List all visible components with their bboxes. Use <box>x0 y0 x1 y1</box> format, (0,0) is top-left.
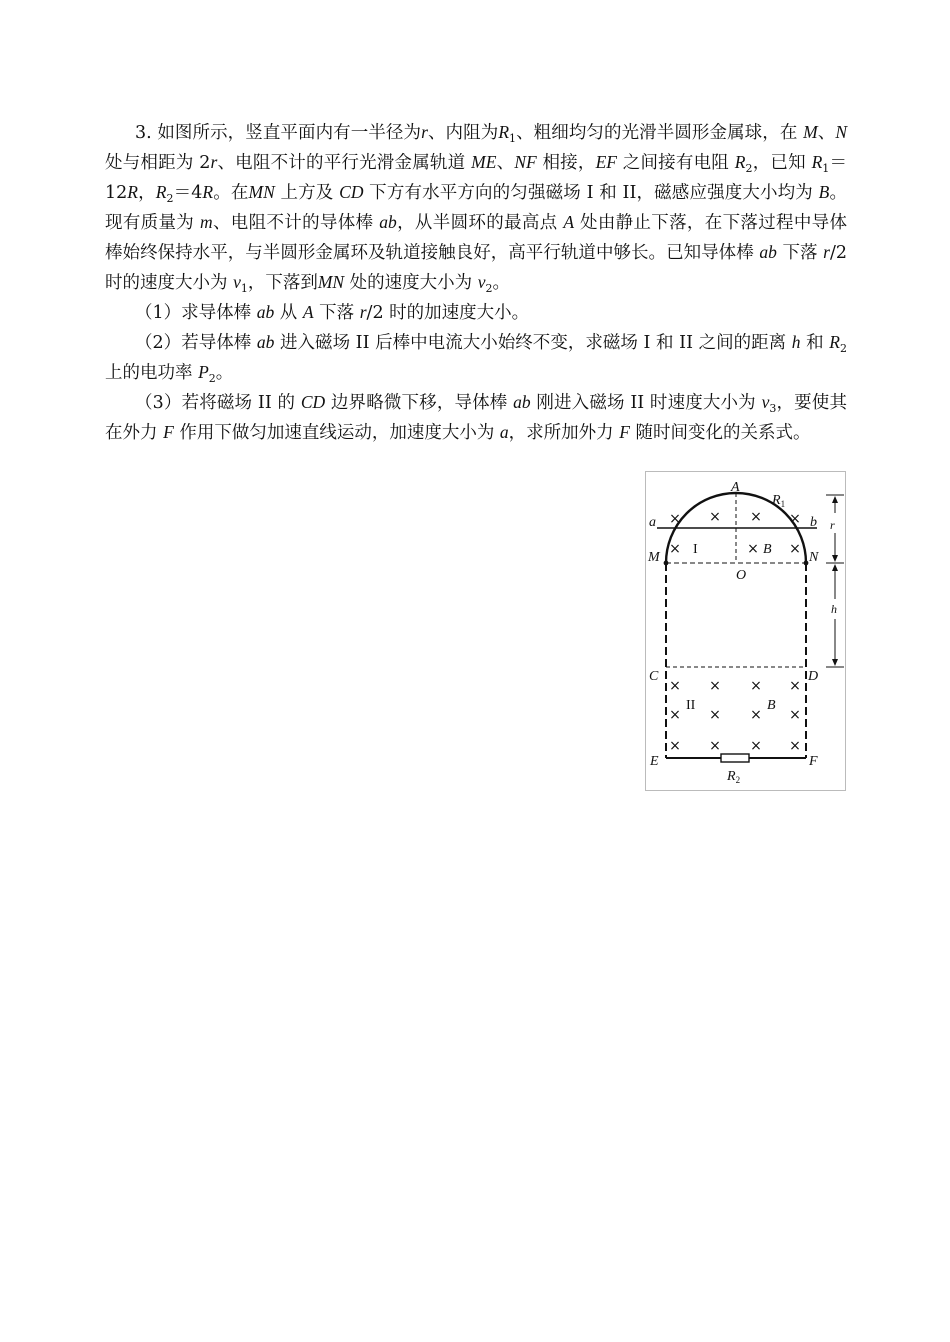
label-r2: $R_2$ <box>727 769 741 785</box>
label-m: M <box>648 550 660 565</box>
circuit-figure <box>645 471 846 791</box>
label-rod-b: b <box>810 515 817 530</box>
label-b-field1: B <box>763 542 772 557</box>
field1-cross: × <box>747 541 759 557</box>
dim-h-arrow-up <box>832 564 838 571</box>
label-r1: $R_1$ <box>772 493 786 509</box>
field2-cross: × <box>789 738 801 754</box>
dim-r-arrow-down <box>832 555 838 562</box>
field2-cross: × <box>709 678 721 694</box>
label-rod-a: a <box>649 515 656 530</box>
problem-text <box>105 118 847 448</box>
label-b-field2: B <box>767 698 776 713</box>
field1-cross: × <box>669 541 681 557</box>
label-r: r <box>830 518 835 532</box>
question-2: （2）若导体棒 ab 进入磁场 II 后棒中电流大小始终不变，求磁场 I 和 II 之间的距离 h 和 $R_2$ 上的电功率 $P_2$。 <box>105 332 847 385</box>
field1-cross: × <box>789 511 801 527</box>
circuit-diagram <box>645 471 846 791</box>
field1-cross: × <box>789 541 801 557</box>
field2-cross: × <box>789 707 801 723</box>
label-n: N <box>809 550 819 565</box>
field2-cross: × <box>669 707 681 723</box>
label-a-top: A <box>731 480 740 495</box>
field2-cross: × <box>669 678 681 694</box>
dim-r-arrow-up <box>832 496 838 503</box>
label-d: D <box>808 669 819 684</box>
field1-cross: × <box>750 509 762 525</box>
field1-cross: × <box>669 511 681 527</box>
label-f: F <box>809 754 818 769</box>
field2-cross: × <box>750 678 762 694</box>
label-field-1: I <box>693 542 698 557</box>
label-field-2: II <box>686 698 696 713</box>
problem-statement: 3. 如图所示，竖直平面内有一半径为r、内阻为$R_1$、粗细均匀的光滑半圆形金属球，在 M、N 处与相距为 2r、电阻不计的平行光滑金属轨道 ME、NF 相接，EF 之间接有电阻 $R_2$，已知 $R_1=12R$，$R_2=4R$。在MN 上方及 CD 下方有水平方向的匀强磁场 I 和 II，磁感应强度大小均为 B。现有质量为 m、电阻不计的导体棒 ab，从半圆环的最高点 A 处由静止下落，在下落过程中导体棒始终保持水平，与半圆形金属环及轨道接触良好，高平行轨道中够长。已知导体棒 ab 下落 r/2 时的速度大小为 $v_1$，下落到MN 处的速度大小为 $v_2$。 <box>105 122 848 295</box>
resistor-r2 <box>721 754 749 762</box>
field2-cross: × <box>750 707 762 723</box>
dim-h-arrow-down <box>832 659 838 666</box>
label-e: E <box>650 754 659 769</box>
label-h: h <box>831 602 837 616</box>
field2-cross: × <box>709 738 721 754</box>
node-m <box>664 561 669 566</box>
question-1: （1）求导体棒 ab 从 A 下落 r/2 时的加速度大小。 <box>135 302 530 323</box>
question-3: （3）若将磁场 II 的 CD 边界略微下移，导体棒 ab 刚进入磁场 II 时速度大小为 $v_3$，要使其在外力 F 作用下做匀加速直线运动，加速度大小为 a，求所加外力 F 随时间变化的关系式。 <box>105 392 847 443</box>
field2-cross: × <box>789 678 801 694</box>
field2-cross: × <box>669 738 681 754</box>
field1-cross: × <box>709 509 721 525</box>
field2-cross: × <box>709 707 721 723</box>
label-o: O <box>736 568 747 583</box>
label-c: C <box>649 669 659 684</box>
field2-cross: × <box>750 738 762 754</box>
node-n <box>804 561 809 566</box>
